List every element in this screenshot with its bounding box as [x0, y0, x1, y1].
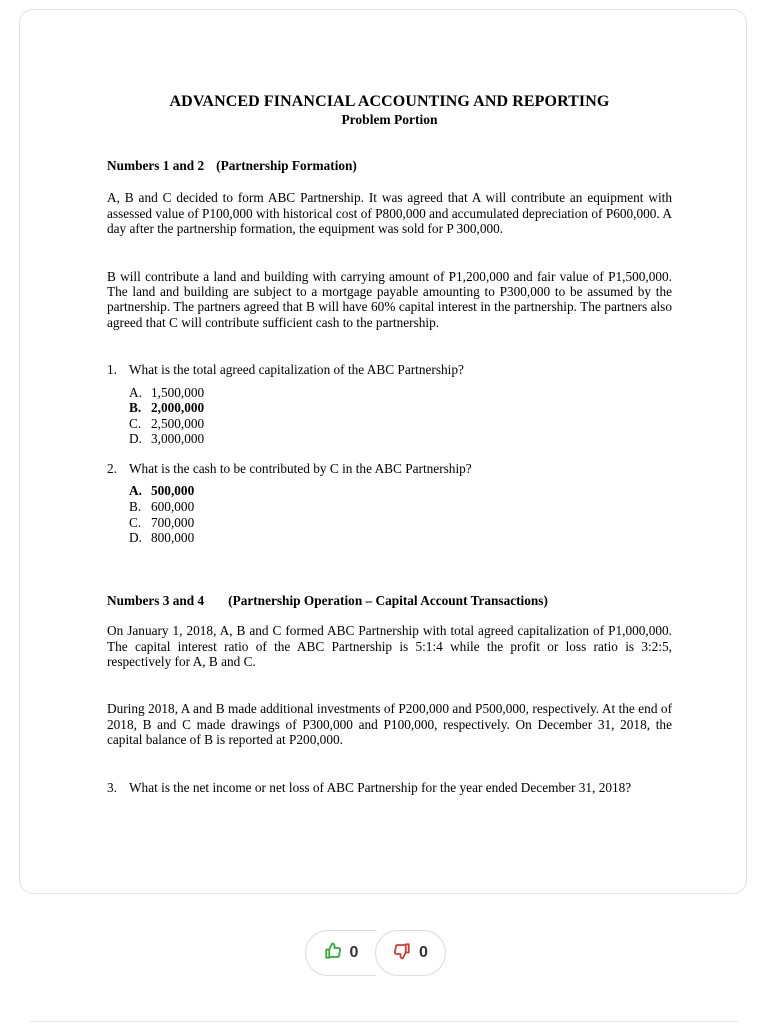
- option-item: [129, 385, 672, 401]
- option-value: 800,000: [151, 530, 195, 546]
- question-2: [107, 461, 672, 476]
- option-item: [129, 530, 672, 546]
- question-2-options: [129, 483, 672, 545]
- option-item: [129, 499, 672, 515]
- vote-buttons: [305, 930, 446, 976]
- section-heading-2: [107, 593, 672, 608]
- option-letter: D.: [129, 431, 142, 447]
- footer-divider: [30, 1021, 738, 1022]
- option-letter: C.: [129, 415, 142, 431]
- option-value: 2,000,000: [151, 400, 205, 416]
- section1-paragraph-2: B will contribute a land and building with carrying amount of P1,200,000 and fair value of P1,500,000. The land and building are subject to a mortgage payable amounting to P300,000 to be assumed by the partnership. The partners agreed that B will have 60% capital interest in the partnership. The partners also agreed that C will contribute sufficient cash to the partnership.: [107, 268, 672, 330]
- option-letter: C.: [129, 514, 142, 530]
- question-1-text: What is the total agreed capitalization of the ABC Partnership?: [129, 362, 464, 378]
- option-letter: D.: [129, 530, 142, 546]
- option-letter: B.: [129, 499, 142, 515]
- option-value: 2,500,000: [151, 415, 205, 431]
- section1-paragraph-1: A, B and C decided to form ABC Partnership. It was agreed that A will contribute an equipment with assessed value of P100,000 with historical cost of P800,000 and accumulated depreciation of P600,000. A day after the partnership formation, the equipment was sold for P 300,000.: [107, 190, 672, 237]
- option-value: 500,000: [151, 483, 195, 499]
- section-heading-1: [107, 158, 672, 173]
- document-page: [107, 93, 672, 795]
- option-letter: A.: [129, 483, 142, 499]
- option-item: [129, 416, 672, 432]
- upvote-count: 0: [349, 944, 359, 961]
- section-heading-1-topic: (Partnership Formation): [216, 158, 357, 173]
- thumbs-down-icon: [393, 942, 411, 965]
- question-1: [107, 362, 672, 377]
- option-item: [129, 431, 672, 447]
- question-2-text: What is the cash to be contributed by C in the ABC Partnership?: [129, 461, 472, 477]
- question-1-options: [129, 385, 672, 447]
- downvote-count: 0: [419, 944, 428, 961]
- question-2-number: 2.: [107, 461, 117, 477]
- option-letter: A.: [129, 384, 142, 400]
- question-1-number: 1.: [107, 362, 117, 378]
- thumbs-up-icon: [324, 942, 342, 965]
- option-value: 600,000: [151, 499, 195, 515]
- option-item-answer: [129, 400, 672, 416]
- section-heading-2-num: Numbers 3 and 4: [107, 592, 205, 608]
- option-letter: B.: [129, 400, 142, 416]
- section-heading-2-topic: (Partnership Operation – Capital Account Transactions): [228, 592, 548, 608]
- document-subtitle: Problem Portion: [341, 112, 438, 127]
- option-value: 3,000,000: [151, 431, 205, 447]
- option-item: [129, 515, 672, 531]
- option-item-answer: [129, 483, 672, 499]
- question-3: [107, 780, 672, 795]
- option-value: 700,000: [151, 514, 195, 530]
- upvote-button[interactable]: [305, 930, 376, 976]
- section-heading-1-num: Numbers 1 and 2: [107, 158, 205, 173]
- question-3-text: What is the net income or net loss of ABC Partnership for the year ended December 31, 2018?: [129, 779, 632, 795]
- section2-paragraph-1: On January 1, 2018, A, B and C formed ABC Partnership with total agreed capitalization of P1,000,000. The capital interest ratio of the ABC Partnership is 5:1:4 while the profit or loss ratio is 3:2:5, respectively for A, B and C.: [107, 623, 672, 670]
- section2-paragraph-2: During 2018, A and B made additional investments of P200,000 and P500,000, respectively. At the end of 2018, B and C made drawings of P300,000 and P100,000, respectively. On December 31, 2018, the capital balance of B is reported at P200,000.: [107, 701, 672, 748]
- downvote-button[interactable]: [375, 930, 446, 976]
- option-value: 1,500,000: [151, 384, 205, 400]
- question-3-number: 3.: [107, 779, 117, 795]
- document-title: ADVANCED FINANCIAL ACCOUNTING AND REPORTING: [169, 93, 610, 110]
